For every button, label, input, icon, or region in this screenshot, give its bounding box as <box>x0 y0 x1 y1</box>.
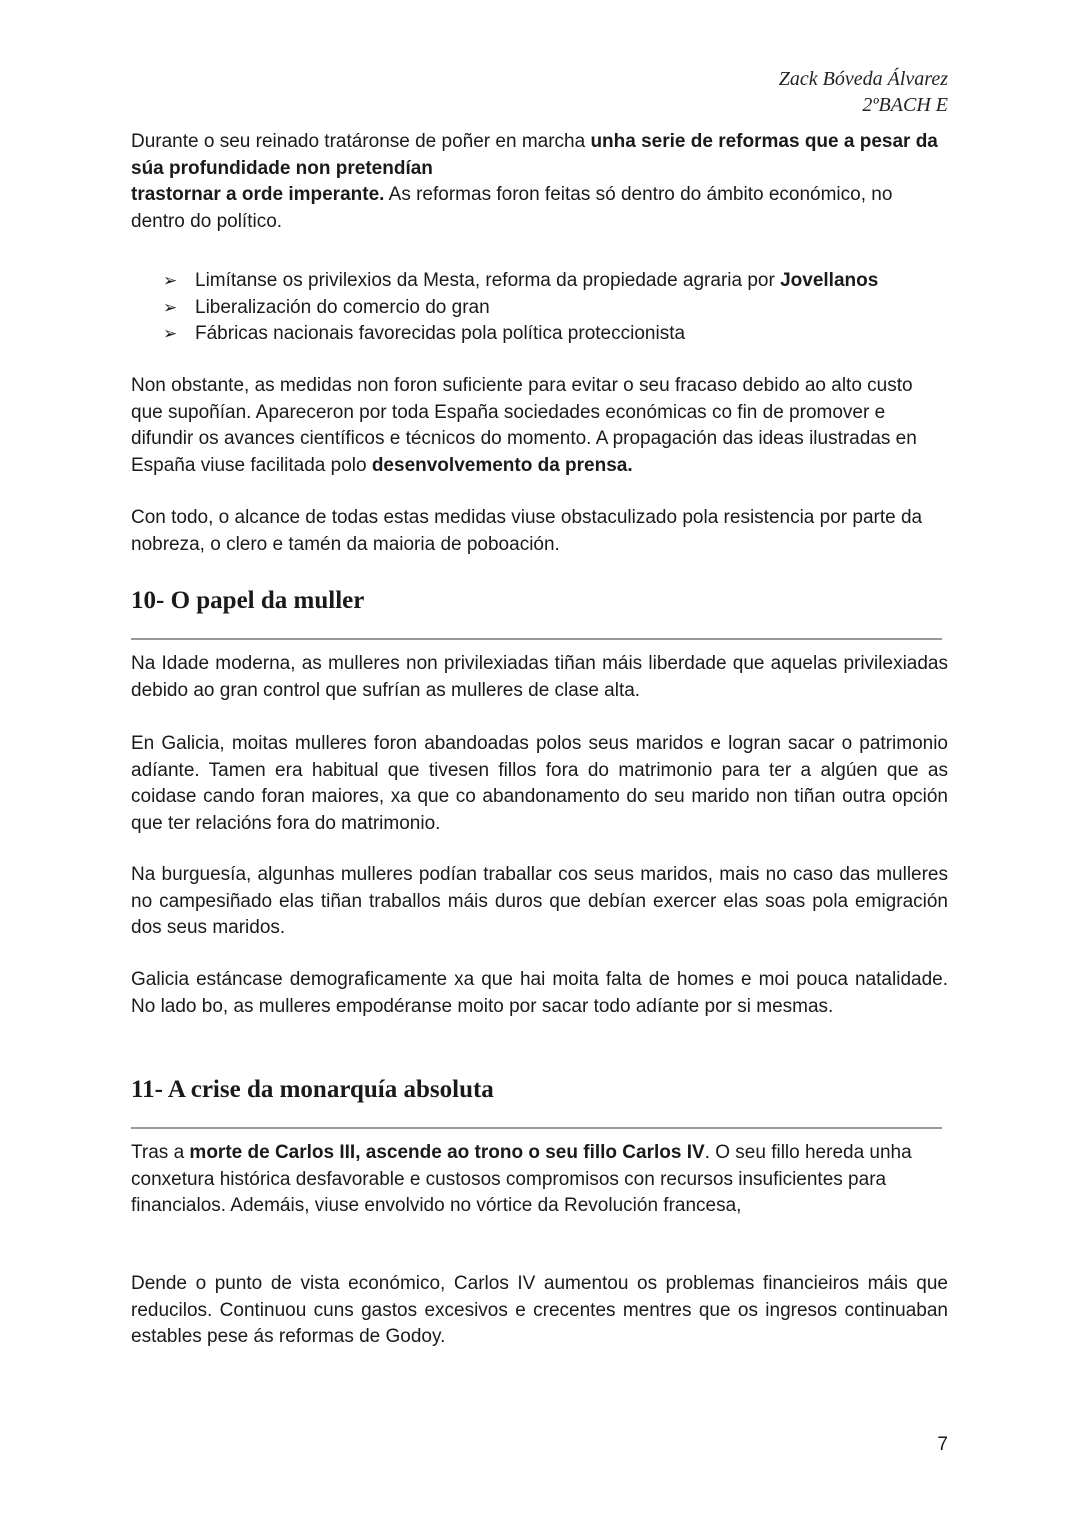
bold-phrase: unha serie de reformas que a pesar da súa profundidade non pretendían <box>131 131 938 179</box>
bold-phrase: desenvolvemento da prensa. <box>371 454 633 476</box>
section10-paragraph: Na Idade moderna, as mulleres non privilexiadas tiñan máis liberdade que aquelas privilexiadas debido ao gran control que sufrían as mulleres de clase alta. <box>131 653 948 701</box>
page-number: 7 <box>937 1434 948 1455</box>
author-name: Zack Bóveda Álvarez <box>778 68 948 90</box>
reforms-list <box>163 268 953 348</box>
section-divider <box>131 1127 942 1129</box>
section10-paragraph: En Galicia, moitas mulleres foron abandoadas polos seus maridos e logran sacar o patrimonio adíante. Tamen era habitual que tivesen fillos fora do matrimonio para ter a algúen que as coidase cando foran maiores, xa que co abandonamento do seu marido non tiñan outra opción que ter relacións fora do matrimonio. <box>131 733 948 834</box>
page-header <box>779 66 948 118</box>
bold-phrase: trastornar a orde imperante. <box>131 184 385 205</box>
section-divider <box>131 638 942 640</box>
resistance-paragraph: Con todo, o alcance de todas estas medidas viuse obstaculizado pola resistencia por parte da nobreza, o clero e tamén da maioria de poboación. <box>131 507 923 555</box>
arrow-bullet-icon: ➢ <box>163 297 178 317</box>
arrow-bullet-icon: ➢ <box>163 324 178 343</box>
list-item: ➢ Liberalización do comercio do gran <box>163 295 953 322</box>
arrow-bullet-icon: ➢ <box>163 271 178 290</box>
reforms-paragraph: Durante o seu reinado tratáronse de poñer en marcha unha serie de reformas que a pesar da súa profundidade non pretendían trastornar a orde imperante. As reformas foron feitas só dentro do ámbito económico, no dentro do político. <box>131 131 938 232</box>
section10-paragraph: Na burguesía, algunhas mulleres podían traballar cos seus maridos, mais no caso das mulleres no campesiñado elas tiñan traballos máis duros que debían exercer elas soas pola emigración dos seus maridos. <box>131 864 948 938</box>
list-item: ➢ Limítanse os privilexios da Mesta, reforma da propiedade agraria por Jovellanos <box>163 268 953 295</box>
section10-paragraph: Galicia estáncase demograficamente xa que hai moita falta de homes e moi pouca natalidade. No lado bo, as mulleres empodéranse moito por sacar todo adíante por si mesmas. <box>131 969 948 1017</box>
section-heading: 10- O papel da muller <box>131 587 365 614</box>
section11-paragraph: Tras a morte de Carlos III, ascende ao trono o seu fillo Carlos IV. O seu fillo hereda unha conxetura histórica desfavorable e custosos compromisos con recursos insuficientes para financialos. Ademáis, viuse envolvido no vórtice da Revolución francesa, <box>131 1142 912 1216</box>
list-item: ➢ Fábricas nacionais favorecidas pola política proteccionista <box>163 321 953 348</box>
section11-paragraph: Dende o punto de vista económico, Carlos IV aumentou os problemas financieiros máis que reducilos. Continuou cuns gastos excesivos e crecentes mentres que os ingresos continuaban estables pese ás reformas de Godoy. <box>131 1273 948 1347</box>
bold-phrase: morte de Carlos III, ascende ao trono o seu fillo Carlos IV <box>189 1142 705 1163</box>
measures-paragraph: Non obstante, as medidas non foron suficiente para evitar o seu fracaso debido ao alto custo que supoñían. Apareceron por toda España sociedades económicas co fin de promover e difundir os avances científicos e técnicos do momento. A propagación das ideas ilustradas en España viuse facilitada polo desenvolvemento da prensa. <box>131 375 917 476</box>
class-label: 2ºBACH E <box>862 94 948 116</box>
section-heading: 11- A crise da monarquía absoluta <box>131 1076 494 1103</box>
